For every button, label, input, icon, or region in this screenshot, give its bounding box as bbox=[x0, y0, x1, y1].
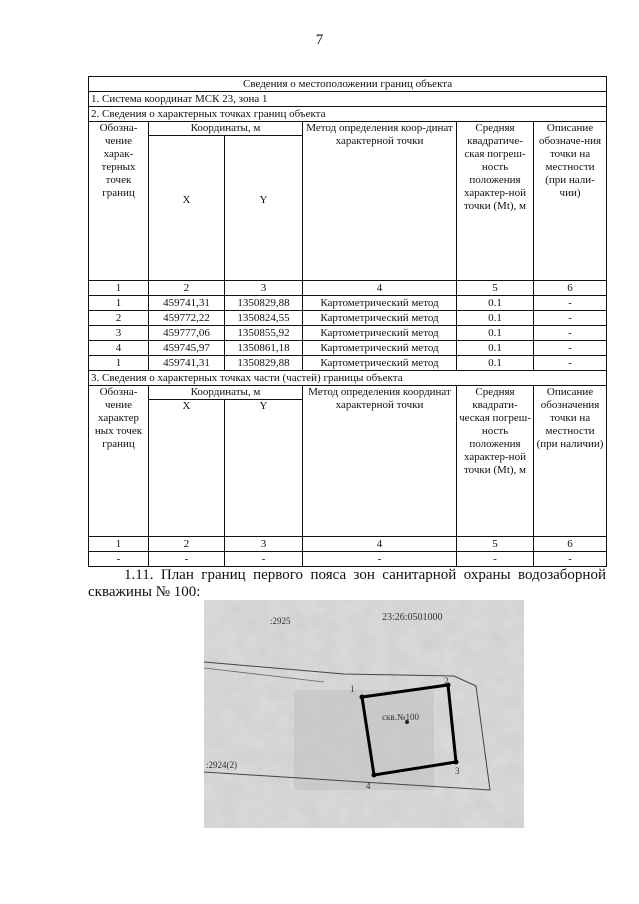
header-y: Y bbox=[259, 194, 268, 206]
map-drawing bbox=[204, 600, 524, 828]
column-numbers-row-part: 1 2 3 4 5 6 bbox=[89, 537, 607, 552]
header-point-designation-part: Обозна-чение характер ных точек границ bbox=[89, 386, 149, 537]
well-label: скв.№100 bbox=[382, 712, 419, 722]
table-row: 1 459741,31 1350829,88 Картометрический метод 0.1 - bbox=[89, 356, 607, 371]
table-row: 1 459741,31 1350829,88 Картометрический метод 0.1 - bbox=[89, 296, 607, 311]
point-label-3: 3 bbox=[455, 766, 460, 776]
cadastral-quarter-label: 23:26:0501000 bbox=[382, 612, 443, 623]
point-label-2: 2 bbox=[444, 676, 449, 686]
header-method-part: Метод определения координат характерной точки bbox=[303, 386, 457, 537]
header-description: Описание обозначе-ния точки на местности (при нали-чии) bbox=[534, 122, 607, 281]
header-y-part: Y bbox=[259, 400, 268, 412]
header-x: X bbox=[182, 194, 191, 206]
boundary-coordinates-table bbox=[88, 76, 607, 567]
paragraph-line-2: скважины № 100: bbox=[88, 584, 201, 600]
coordinate-system: 1. Система координат МСК 23, зона 1 bbox=[89, 92, 607, 107]
boundary-point-4 bbox=[372, 773, 377, 778]
parcel-label-top: :2925 bbox=[270, 616, 291, 626]
header-mt: Средняя квадратиче-ская погреш-ность положения характер-ной точки (Mt), м bbox=[457, 122, 534, 281]
section-paragraph bbox=[88, 567, 606, 601]
table-row: 4 459745,97 1350861,18 Картометрический метод 0.1 - bbox=[89, 341, 607, 356]
header-x-part: X bbox=[182, 400, 191, 412]
page-number: 7 bbox=[315, 32, 324, 48]
point-label-1: 1 bbox=[350, 684, 355, 694]
boundary-plan-map bbox=[204, 600, 524, 828]
section2-title: 2. Сведения о характерных точках границ объекта bbox=[89, 107, 607, 122]
column-numbers-row: 1 2 3 4 5 6 bbox=[89, 281, 607, 296]
header-method: Метод определения коор-динат характерной точки bbox=[303, 122, 457, 281]
paragraph-line-1: 1.11. План границ первого пояса зон санитарной охраны водозаборной bbox=[124, 567, 606, 583]
boundary-point-3 bbox=[454, 760, 459, 765]
parcel-label-left: :2924(2) bbox=[206, 760, 237, 770]
table-row: 2 459772,22 1350824,55 Картометрический метод 0.1 - bbox=[89, 311, 607, 326]
point-label-4: 4 bbox=[366, 781, 371, 791]
table-row: 3 459777,06 1350855,92 Картометрический метод 0.1 - bbox=[89, 326, 607, 341]
table-title: Сведения о местоположении границ объекта bbox=[89, 77, 607, 92]
header-mt-part: Средняя квадрати-ческая погреш-ность положения характер-ной точки (Mt), м bbox=[457, 386, 534, 537]
section3-title: 3. Сведения о характерных точках части (частей) границы объекта bbox=[89, 371, 607, 386]
header-coordinates: Координаты, м bbox=[149, 122, 303, 136]
boundary-point-1 bbox=[360, 695, 365, 700]
header-point-designation: Обозна-чение харак-терных точек границ bbox=[89, 122, 149, 281]
header-description-part: Описание обозначения точки на местности (при наличии) bbox=[534, 386, 607, 537]
table-row-empty: - - - - - - bbox=[89, 552, 607, 567]
header-coordinates-part: Координаты, м bbox=[149, 386, 303, 400]
